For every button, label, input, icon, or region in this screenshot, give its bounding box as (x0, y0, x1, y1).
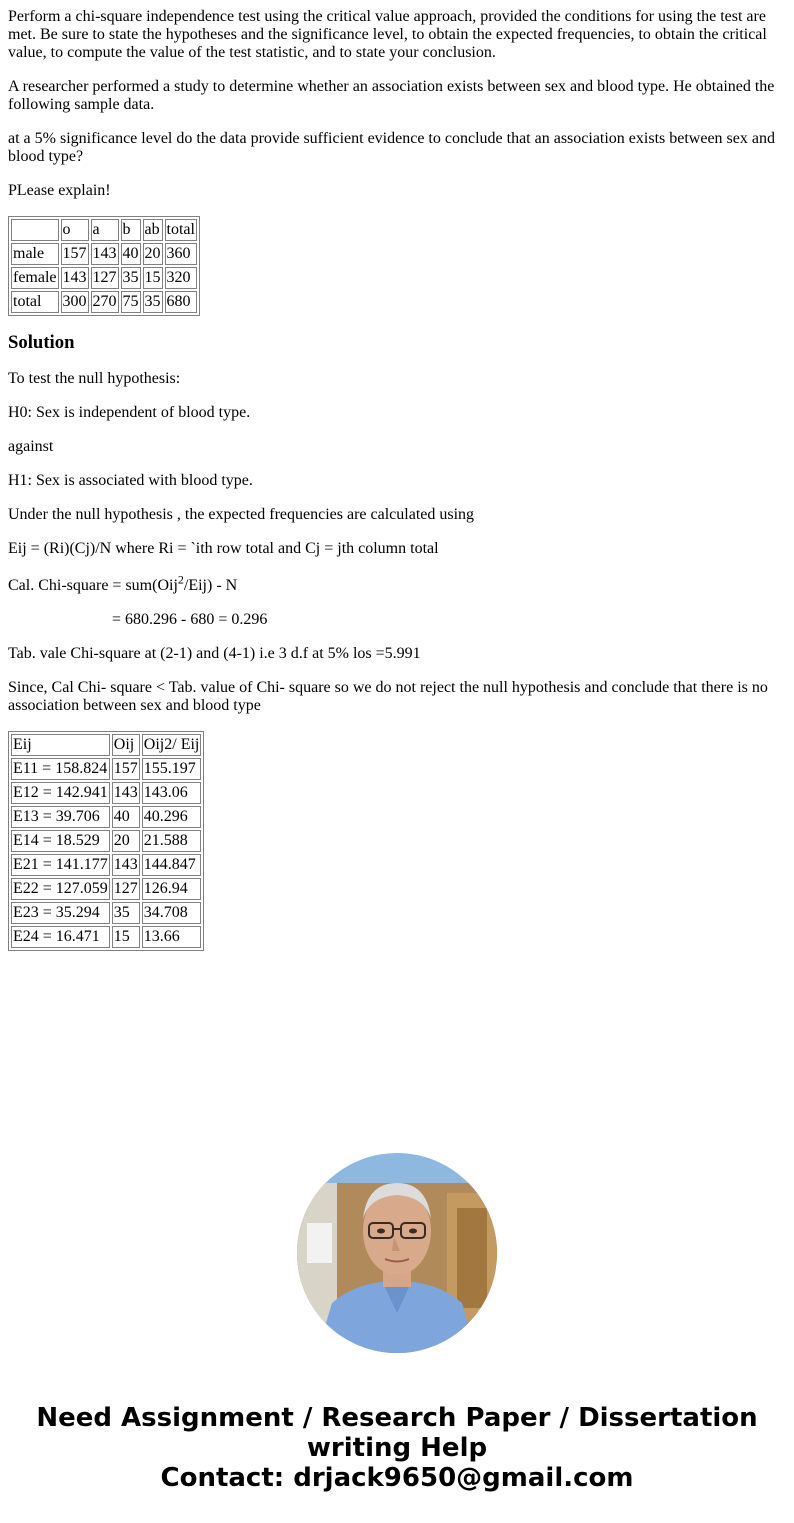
sample-table-header-cell: o (61, 219, 89, 241)
question-request: PLease explain! (8, 182, 111, 199)
sample-table-header-cell: ab (143, 219, 163, 241)
expected-table-cell: 157 (112, 758, 140, 780)
question-scenario: A researcher performed a study to determine whether an association exists between sex and blood type. He obtained the following sample data. (8, 78, 775, 113)
sample-table-header-row (11, 219, 197, 241)
expected-table-cell: E21 = 141.177 (11, 854, 110, 876)
expected-table-header-row (11, 734, 201, 756)
expected-table-row (11, 878, 201, 900)
sample-table-header-cell: a (91, 219, 119, 241)
sample-table-cell: 143 (61, 267, 89, 289)
sample-table-row (11, 243, 197, 265)
portrait-image (297, 1153, 497, 1353)
expected-table-cell: E22 = 127.059 (11, 878, 110, 900)
expected-table-header-cell: Oij (112, 734, 140, 756)
sample-table-row (11, 267, 197, 289)
conclusion: Since, Cal Chi- square < Tab. value of Chi- square so we do not reject the null hypothesis and conclude that there is no association between sex and blood type (8, 679, 768, 714)
cal-suffix: /Eij) - N (183, 577, 238, 594)
sample-table-cell: male (11, 243, 59, 265)
expected-table-row (11, 926, 201, 948)
promo-line-1: Need Assignment / Research Paper / Dissertation (36, 1403, 758, 1433)
expected-table-cell: 35 (112, 902, 140, 924)
sample-data-table (8, 216, 200, 316)
expected-table-cell: 21.588 (142, 830, 202, 852)
sample-table-cell: 360 (165, 243, 197, 265)
sample-table-row (11, 291, 197, 313)
tabulated-value: Tab. vale Chi-square at (2-1) and (4-1) i.e 3 d.f at 5% los =5.991 (8, 645, 421, 662)
expected-frequencies-table (8, 731, 204, 951)
calculated-result: = 680.296 - 680 = 0.296 (112, 611, 268, 628)
cal-prefix: Cal. Chi-square = sum(Oij (8, 577, 178, 594)
expected-table-cell: 13.66 (142, 926, 202, 948)
expected-table-cell: 143 (112, 854, 140, 876)
expected-table-cell: E13 = 39.706 (11, 806, 110, 828)
expected-formula: Eij = (Ri)(Cj)/N where Ri = `ith row total and Cj = jth column total (8, 540, 439, 557)
cal-superscript: 2 (177, 572, 184, 587)
document-body (8, 0, 786, 951)
sample-table-cell: 157 (61, 243, 89, 265)
sample-table-cell: 20 (143, 243, 163, 265)
expected-table-row (11, 854, 201, 876)
expected-table-cell: 20 (112, 830, 140, 852)
sample-table-header-cell (11, 219, 59, 241)
expected-table-cell: 143 (112, 782, 140, 804)
expected-table-header-cell: Oij2/ Eij (142, 734, 202, 756)
expected-table-cell: E24 = 16.471 (11, 926, 110, 948)
author-photo (297, 1153, 497, 1353)
expected-table-header-cell: Eij (11, 734, 110, 756)
question-prompt: at a 5% significance level do the data provide sufficient evidence to conclude that an association exists between sex and blood type? (8, 130, 775, 165)
expected-intro: Under the null hypothesis , the expected frequencies are calculated using (8, 506, 475, 523)
expected-table-cell: 40.296 (142, 806, 202, 828)
expected-table-cell: E14 = 18.529 (11, 830, 110, 852)
expected-table-row (11, 830, 201, 852)
expected-table-row (11, 758, 201, 780)
promo-banner (0, 1403, 794, 1493)
sample-table-cell: 680 (165, 291, 197, 313)
sample-table-cell: 320 (165, 267, 197, 289)
sample-table-cell: 15 (143, 267, 163, 289)
question-instructions: Perform a chi-square independence test using the critical value approach, provided the conditions for using the test are met. Be sure to state the hypotheses and the significance level, to obtain the expected frequencies, to obtain the critical value, to compute the value of the test statistic, and to state your conclusion. (8, 8, 767, 61)
against-text: against (8, 438, 54, 455)
solution-intro: To test the null hypothesis: (8, 370, 181, 387)
sample-table-header-cell: b (121, 219, 141, 241)
sample-table-cell: total (11, 291, 59, 313)
calculated-chi-square (8, 572, 786, 595)
expected-table-cell: E11 = 158.824 (11, 758, 110, 780)
expected-table-cell: 127 (112, 878, 140, 900)
expected-table-cell: E23 = 35.294 (11, 902, 110, 924)
expected-table-cell: 155.197 (142, 758, 202, 780)
alternative-hypothesis: H1: Sex is associated with blood type. (8, 472, 253, 489)
sample-table-cell: 35 (143, 291, 163, 313)
sample-table-header-cell: total (165, 219, 197, 241)
expected-table-cell: 143.06 (142, 782, 202, 804)
expected-table-row (11, 902, 201, 924)
expected-table-row (11, 782, 201, 804)
solution-heading: Solution (8, 332, 75, 353)
expected-table-cell: E12 = 142.941 (11, 782, 110, 804)
sample-table-cell: 40 (121, 243, 141, 265)
promo-line-2: writing Help (306, 1433, 488, 1463)
expected-table-cell: 126.94 (142, 878, 202, 900)
expected-table-row (11, 806, 201, 828)
expected-table-cell: 34.708 (142, 902, 202, 924)
expected-table-cell: 144.847 (142, 854, 202, 876)
sample-table-cell: 270 (91, 291, 119, 313)
sample-table-cell: 300 (61, 291, 89, 313)
sample-table-cell: 75 (121, 291, 141, 313)
expected-table-cell: 40 (112, 806, 140, 828)
expected-table-cell: 15 (112, 926, 140, 948)
sample-table-cell: female (11, 267, 59, 289)
sample-table-cell: 143 (91, 243, 119, 265)
sample-table-cell: 127 (91, 267, 119, 289)
null-hypothesis: H0: Sex is independent of blood type. (8, 404, 251, 421)
promo-contact: Contact: drjack9650@gmail.com (160, 1463, 634, 1493)
sample-table-cell: 35 (121, 267, 141, 289)
